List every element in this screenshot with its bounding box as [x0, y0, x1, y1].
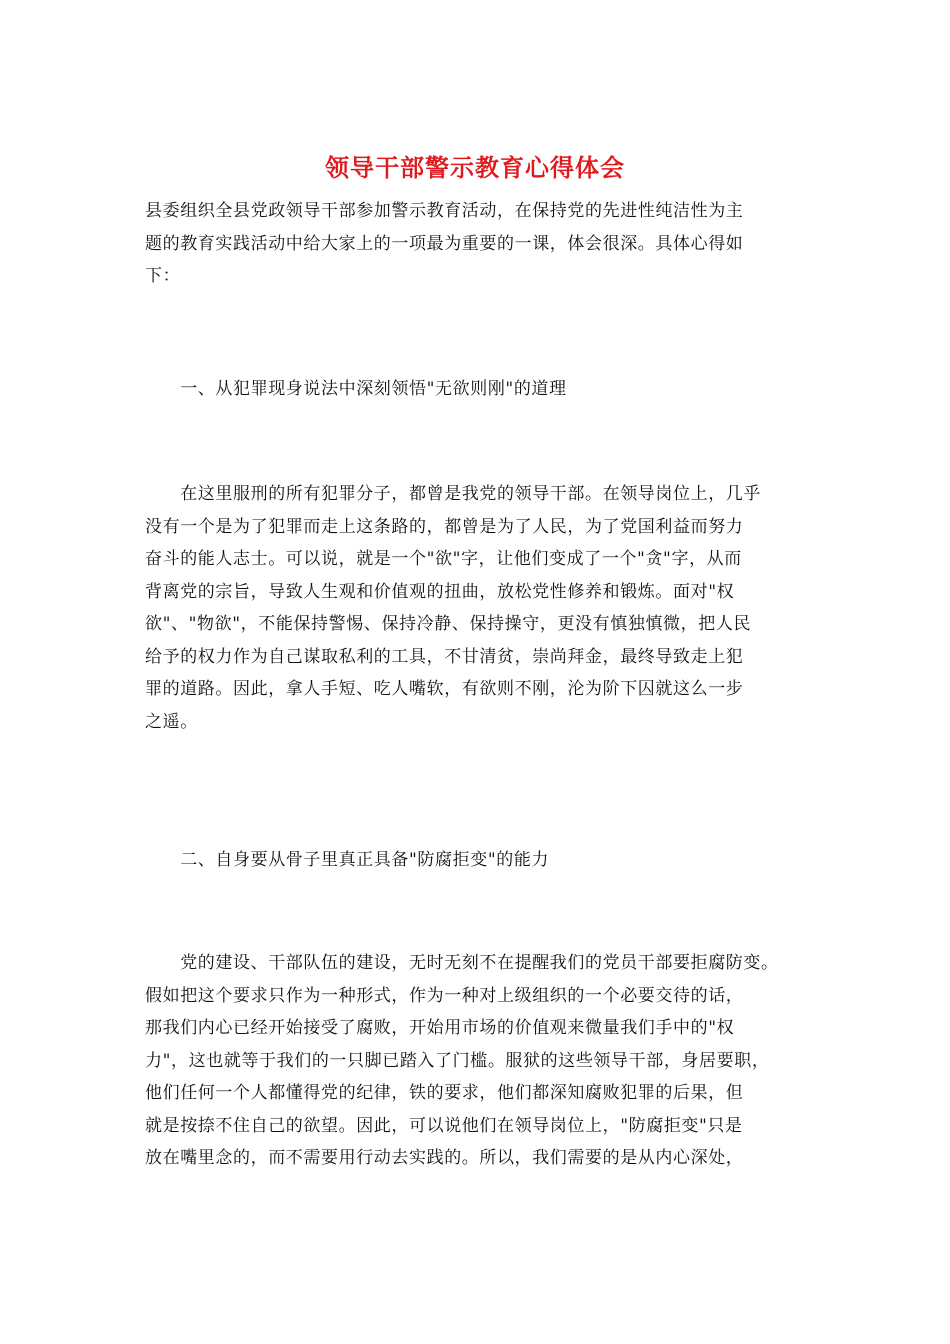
section-heading-2: 二、自身要从骨子里真正具备"防腐拒变"的能力	[145, 850, 550, 870]
section-body-1: 在这里服刑的所有犯罪分子，都曾是我党的领导干部。在领导岗位上，几乎 没有一个是为了犯罪而走上这条路的，都曾是为了人民，为了党国利益而努力 奋斗的能人志士。可以说，就是一个"欲"字，让他们变成了一个"贪"字，从而 背离党的宗旨，导致人生观和价值观的扭曲，放松党性修养和锻炼。面对"权 欲"、"物欲"，不能保持警惕、保持冷静、保持操守，更没有慎独慎微，把人民 给予的权力作为自己谋取私利的工具，不甘清贫，崇尚拜金，最终导致走上犯 罪的道路。因此，拿人手短、吃人嘴软，有欲则不刚，沦为阶下囚就这么一步 之遥。	[145, 484, 761, 732]
intro-paragraph: 县委组织全县党政领导干部参加警示教育活动，在保持党的先进性纯洁性为主 题的教育实践活动中给大家上的一项最为重要的一课，体会很深。具体心得如 下：	[145, 201, 744, 286]
section-heading-1: 一、从犯罪现身说法中深刻领悟"无欲则刚"的道理	[145, 379, 567, 399]
section-body-2: 党的建设、干部队伍的建设，无时无刻不在提醒我们的党员干部要拒腐防变。 假如把这个要求只作为一种形式，作为一种对上级组织的一个必要交待的话， 那我们内心已经开始接受了腐败，开始用市场的价值观来微量我们手中的"权 力"，这也就等于我们的一只脚已踏入了门槛。服狱的这些领导干部，身居要职， 他们任何一个人都懂得党的纪律，铁的要求，他们都深知腐败犯罪的后果，但 就是按捺不住自己的欲望。因此，可以说他们在领导岗位上，"防腐拒变"只是 放在嘴里念的，而不需要用行动去实践的。所以，我们需要的是从内心深处，	[145, 953, 779, 1168]
document-title: 领导干部警示教育心得体会	[325, 153, 625, 182]
